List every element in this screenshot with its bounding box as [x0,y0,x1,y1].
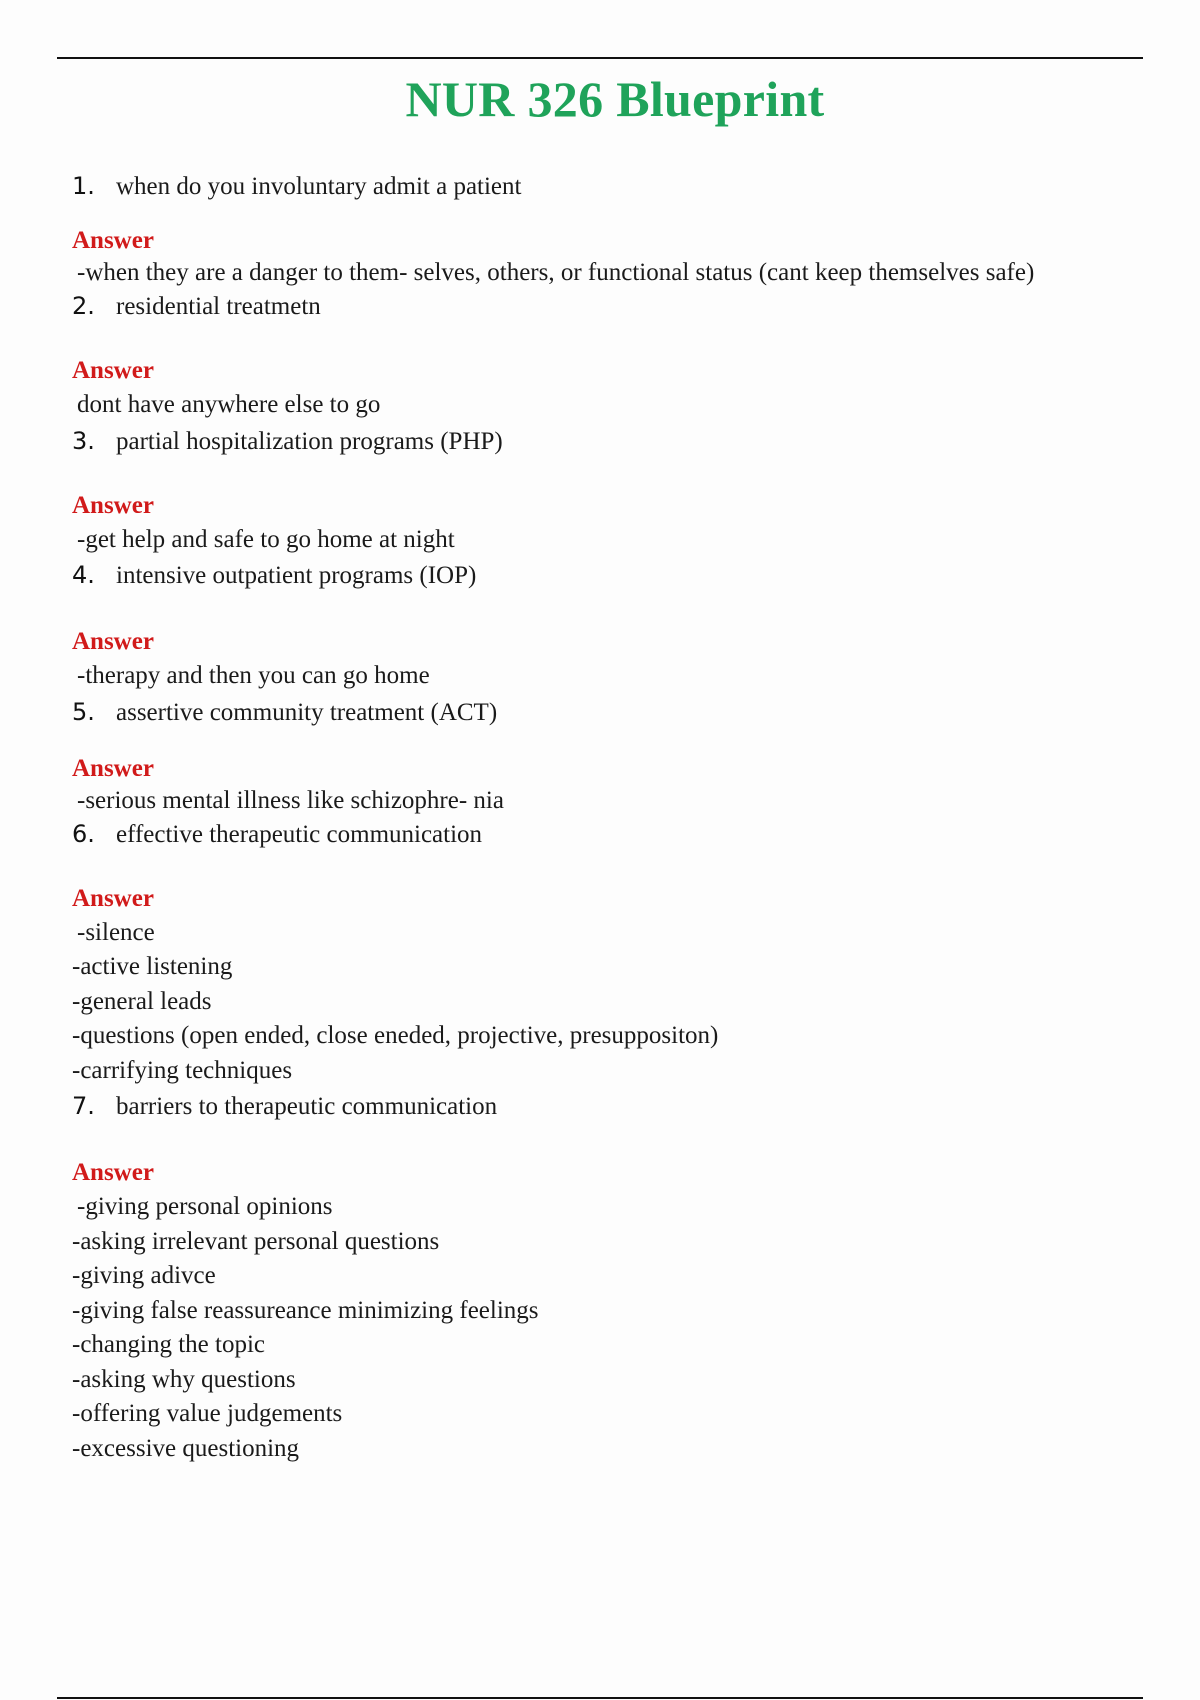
question-text: effective therapeutic communication [116,820,483,848]
top-divider [57,57,1143,59]
answer-line: -therapy and then you can go home [77,662,430,689]
qa-item-1 [72,168,1182,288]
qa-item-6 [72,816,1182,1089]
answer-label: Answer [72,1159,154,1186]
question-text: intensive outpatient programs (IOP) [116,562,477,589]
answer-label: Answer [72,491,154,519]
answer-line: -get help and safe to go home at night [77,525,455,553]
answer-line: -general leads [72,987,212,1015]
question-number: 1. [72,172,95,200]
question-number: 4. [72,561,95,589]
answer-line: -questions (open ended, close eneded, projective, presuppositon) [72,1022,719,1049]
qa-item-4 [72,557,1182,694]
document-title: NUR 326 Blueprint [405,71,825,127]
question-5 [72,694,1182,730]
question-2 [72,288,1182,324]
question-number: 6. [72,819,95,848]
question-number: 5. [72,697,95,726]
answer-line: -active listening [72,953,233,980]
answer-line: dont have anywhere else to go [77,391,381,418]
answer-line: -serious mental illness like schizophre- nia [77,786,504,814]
answer-line: -giving false reassureance minimizing feelings [72,1296,539,1324]
answer-line: -asking irrelevant personal questions [72,1227,440,1255]
answer-label: Answer [72,227,154,254]
question-text: residential treatmetn [116,293,321,320]
question-text: barriers to therapeutic communication [116,1093,498,1120]
answer-line: -when they are a danger to them- selves, others, or functional status (cant keep themselves safe) [77,259,1035,286]
answer-label: Answer [72,754,154,782]
question-1 [72,168,1182,204]
question-text: when do you involuntary admit a patient [116,173,522,200]
answer-label: Answer [72,357,154,384]
question-text: partial hospitalization programs (PHP) [116,427,503,455]
question-number: 3. [72,426,95,455]
qa-item-2 [72,288,1182,423]
answer-line: -giving personal opinions [77,1193,333,1220]
answer-line: -carrifying techniques [72,1056,293,1084]
answer-line: -excessive questioning [72,1434,300,1462]
answer-line: -asking why questions [72,1365,296,1393]
answer-line: -offering value judgements [72,1400,343,1427]
qa-item-7 [72,1088,1182,1466]
qa-item-3 [72,423,1182,558]
answer-label: Answer [72,628,154,655]
question-4 [72,557,1182,593]
bottom-divider [57,1697,1143,1699]
question-6 [72,816,1182,852]
question-number: 7. [72,1092,95,1120]
question-text: assertive community treatment (ACT) [116,698,498,726]
answer-line: -giving adivce [72,1262,216,1289]
qa-item-5 [72,694,1182,816]
qa-list [72,168,1182,1466]
question-number: 2. [72,292,95,320]
question-7 [72,1088,1182,1124]
answer-line: -silence [77,918,155,946]
question-3 [72,423,1182,459]
answer-line: -changing the topic [72,1331,265,1358]
answer-label: Answer [72,884,154,912]
